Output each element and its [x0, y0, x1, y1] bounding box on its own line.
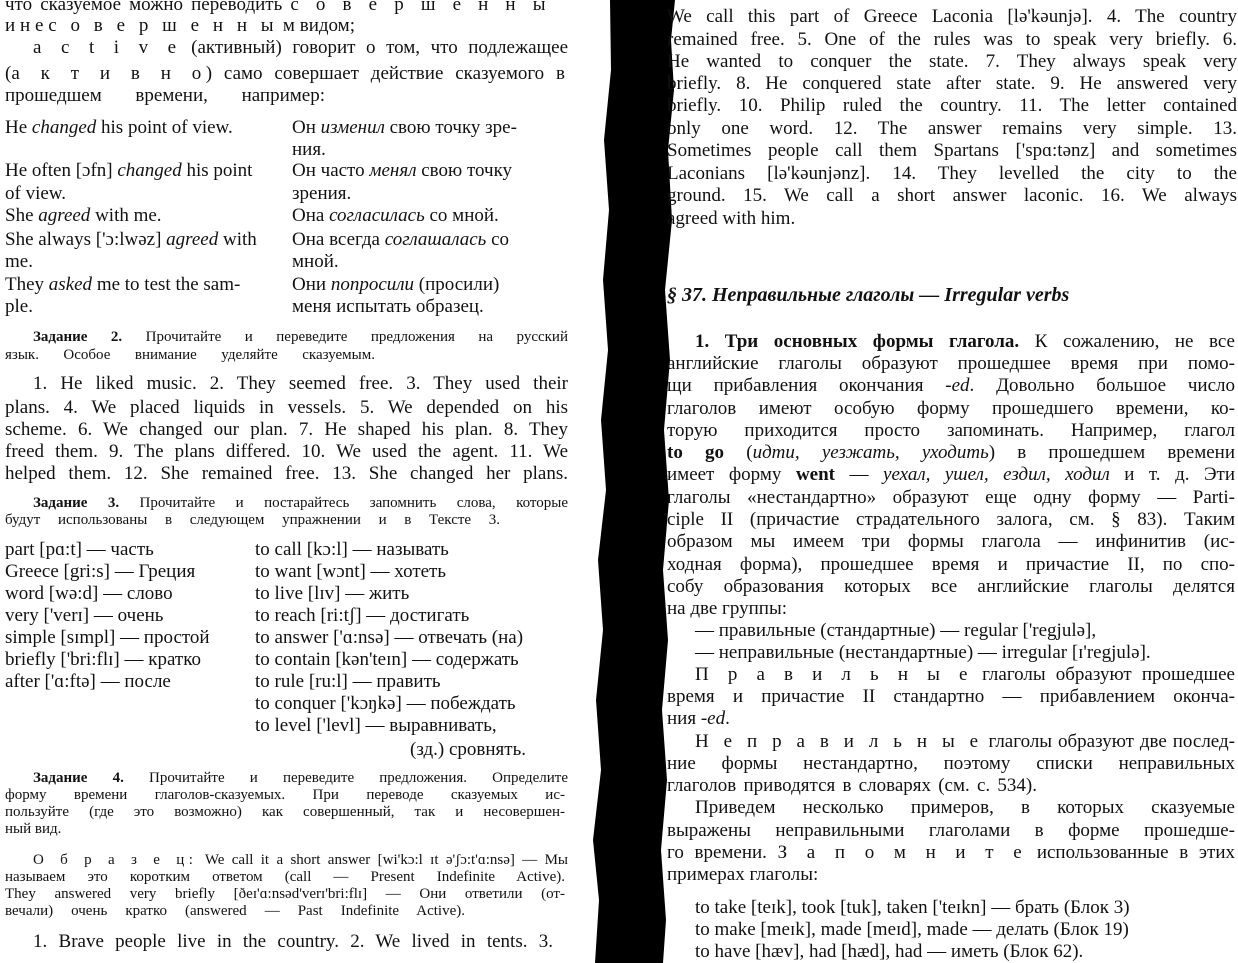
model-example: называем это коротким ответом (call — Present Indefinite Active). — [5, 869, 565, 885]
paragraph-line: имеет форму went — уехал, ушел, ездил, ходил и т. д. Эти — [667, 464, 1236, 485]
paragraph-line: глаголов приводятся в словарях (см. с. 534). — [667, 775, 1037, 796]
vocab-entry: very ['verɪ] — очень — [5, 605, 164, 626]
task-4-instruction: Задание 4. Прочитайте и переведите предложения. Определите — [33, 770, 568, 786]
intro-line: что сказуемое можно переводить с о в е р ш е н н ы — [5, 0, 550, 15]
intro-line: (а к т и в н о) само совершает действие сказуемого в — [5, 63, 565, 84]
paragraph-line: на две группы: — [667, 598, 787, 619]
vocab-entry: to rule [ru:l] — править — [255, 671, 441, 692]
example-russian: Он часто менял свою точку — [292, 160, 513, 181]
model-example: О б р а з е ц: We call it a short answer [wi'kɔ:l ɪt ə'ʃɔ:t'ɑ:nsə] — Мы — [33, 852, 568, 868]
exercise-line: briefly. 10. Philip ruled the country. 11. The letter contained — [667, 95, 1237, 116]
paragraph-line: Н е п р а в и л ь н ы е глаголы образуют две послед- — [695, 731, 1235, 752]
exercise-line: Sometimes people call them Spartans ['spɑ:tənz] and sometimes — [667, 140, 1237, 161]
paragraph-line: глаголы «нестандартно» образуют еще одну форму — Parti- — [667, 487, 1235, 508]
intro-line: a c t i v e (активный) говорит о том, что подлежащее — [33, 37, 569, 58]
paragraph-line: примерах глаголы: — [667, 864, 819, 885]
example-russian: Он изменил свою точку зре- — [292, 117, 517, 138]
exercise-line: ground. 15. We call a short answer laconic. 16. We always — [667, 185, 1237, 206]
paragraph-line: to go (идти, уезжать, уходить) в прошедшем времени — [667, 442, 1236, 463]
task-2-instruction: Задание 2. Прочитайте и переведите предложения на русский — [33, 329, 568, 345]
example-russian: зрения. — [292, 183, 352, 204]
model-example: вечали) очень кратко (answered — Past Indefinite Active). — [5, 903, 465, 919]
model-example: They answered very briefly [ðeɪ'ɑ:nsəd'verɪ'bri:flɪ] — Они ответили (от- — [5, 886, 565, 902]
paragraph-line: ciple II (причастие страдательного залога, см. § 83). Таким — [667, 509, 1235, 530]
paragraph-line: щи прибавления окончания -ed. Довольно большое число — [667, 375, 1235, 396]
irregular-verb-example: to make [meɪk], made [meɪd], made — делать (Блок 19) — [695, 919, 1129, 940]
paragraph-line: английские глаголы образуют прошедшее время при помо- — [667, 353, 1235, 374]
example-english: She always ['ɔ:lwəz] agreed with — [5, 229, 257, 250]
vocab-entry: to live [lɪv] — жить — [255, 583, 410, 604]
example-english: me. — [5, 251, 33, 272]
exercise-line: remained free. 5. One of the rules was to speak very briefly. 6. — [667, 29, 1237, 50]
paragraph-line: го времени. З а п о м н и т е использованные в этих — [667, 842, 1235, 863]
paragraph-line: П р а в и л ь н ы е глаголы образуют прошедшее — [695, 664, 1235, 685]
example-russian: мной. — [292, 251, 339, 272]
intro-line: и н е с о в е р ш е н н ы м видом; — [5, 15, 355, 36]
vocab-entry: after ['ɑ:ftə] — после — [5, 671, 171, 692]
example-english: ple. — [5, 296, 33, 317]
vocab-entry: to level ['levl] — выравнивать, — [255, 715, 497, 736]
example-english: They asked me to test the sam- — [5, 274, 241, 295]
example-russian: Она согласилась со мной. — [292, 205, 499, 226]
vocab-entry: to answer ['ɑ:nsə] — отвечать (на) — [255, 627, 524, 648]
paragraph-line: время и причастие II стандартно — прибавлением оконча- — [667, 686, 1235, 707]
vocab-entry: briefly ['bri:flɪ] — кратко — [5, 649, 201, 670]
verb-group: — неправильные (нестандартные) — irregular [ɪ'regjulə]. — [695, 642, 1151, 663]
task-2-sentence: helped them. 12. She remained free. 13. She changed her plans. — [5, 463, 568, 484]
right-page — [662, 0, 1238, 963]
vocab-entry: simple [sɪmpl] — простой — [5, 627, 210, 648]
paragraph-line: Приведем несколько примеров, в которых сказуемые — [695, 797, 1235, 818]
example-english: of view. — [5, 183, 67, 204]
example-russian: меня испытать образец. — [292, 296, 484, 317]
exercise-line: We call this part of Greece Laconia [lə'kəunjə]. 4. The country — [667, 6, 1237, 27]
paragraph-line: глаголов имеют особую форму прошедшего времени, ко- — [667, 398, 1235, 419]
left-page — [0, 0, 590, 963]
paragraph-line: собу образования которых все английские глаголы делятся — [667, 576, 1235, 597]
paragraph-line: 1. Три основных формы глагола. К сожалению, не все — [695, 331, 1235, 352]
exercise-line: only one word. 12. The answer remains very simple. 13. — [667, 118, 1237, 139]
example-russian: Она всегда соглашалась со — [292, 229, 509, 250]
exercise-line: Laconians [lə'kəunjənz]. 14. They levelled the city to the — [667, 163, 1237, 184]
task-4-instruction: форму времени глаголов-сказуемых. При переводе сказуемых ис- — [5, 787, 565, 803]
task-2-sentence: plans. 4. We placed liquids in vessels. 5. We depended on his — [5, 397, 568, 418]
example-english: He changed his point of view. — [5, 117, 233, 138]
exercise-line: agreed with him. — [667, 208, 796, 229]
task-3-instruction: Задание 3. Прочитайте и постарайтесь запомнить слова, которые — [33, 495, 568, 511]
verb-group: — правильные (стандартные) — regular ['regjulə], — [695, 620, 1097, 641]
paragraph-line: ходная форма), прошедшее время и причастие II, по спо- — [667, 554, 1235, 575]
exercise-line: He wanted to conquer the state. 7. They always speak very — [667, 51, 1237, 72]
task-3-instruction: будут использованы в следующем упражнении и в Тексте 3. — [5, 512, 500, 528]
scan-gutter-shadow — [575, 0, 675, 963]
example-english: He often [ɔfn] changed his point — [5, 160, 253, 181]
paragraph-line: образом мы имеем три формы глагола — инфинитив (ис- — [667, 531, 1235, 552]
example-english: She agreed with me. — [5, 205, 162, 226]
vocab-entry: word [wə:d] — слово — [5, 583, 173, 604]
example-russian: Они попросили (просили) — [292, 274, 500, 295]
paragraph-line: ния -ed. — [667, 708, 730, 729]
vocab-entry: to want [wɔnt] — хотеть — [255, 561, 447, 582]
vocab-entry: to reach [ri:tʃ] — достигать — [255, 605, 470, 626]
paragraph-line: ние формы нестандартно, поэтому списки неправильных — [667, 753, 1235, 774]
intro-line: прошедшем времени, например: — [5, 85, 325, 106]
task-2-sentence: scheme. 6. We changed our plan. 7. He shaped his plan. 8. They — [5, 419, 568, 440]
vocab-entry: to call [kɔ:l] — называть — [255, 539, 449, 560]
irregular-verb-example: to have [hæv], had [hæd], had — иметь (Блок 62). — [695, 941, 1084, 962]
vocab-entry: (зд.) сровнять. — [410, 739, 527, 760]
task-4-sentence: 1. Brave people live in the country. 2. We lived in tents. 3. — [33, 931, 553, 952]
vocab-entry: to contain [kən'teɪn] — содержать — [255, 649, 519, 670]
task-2-instruction: язык. Особое внимание уделяйте сказуемым. — [5, 347, 375, 363]
vocab-entry: part [pɑ:t] — часть — [5, 539, 154, 560]
vocab-entry: to conquer ['kɔŋkə] — побеждать — [255, 693, 516, 714]
irregular-verb-example: to take [teɪk], took [tuk], taken ['teɪkn] — брать (Блок 3) — [695, 897, 1130, 918]
example-russian: ния. — [292, 139, 326, 160]
vocab-entry: Greece [gri:s] — Греция — [5, 561, 196, 582]
task-2-sentence: freed them. 9. The plans differed. 10. We used the agent. 11. We — [5, 441, 568, 462]
paragraph-line: торую приходится просто запоминать. Например, глагол — [667, 420, 1235, 441]
task-4-instruction: пользуйте (где это возможно) как совершенный, так и несовершен- — [5, 804, 565, 820]
task-4-instruction: ный вид. — [5, 821, 62, 837]
exercise-line: briefly. 8. He conquered state after state. 9. He answered very — [667, 73, 1237, 94]
task-2-sentence: 1. He liked music. 2. They seemed free. 3. They used their — [33, 373, 568, 394]
paragraph-line: выражены неправильными глаголами в форме прошедше- — [667, 820, 1235, 841]
section-37-title: § 37. Неправильные глаголы — Irregular verbs — [667, 284, 1070, 306]
